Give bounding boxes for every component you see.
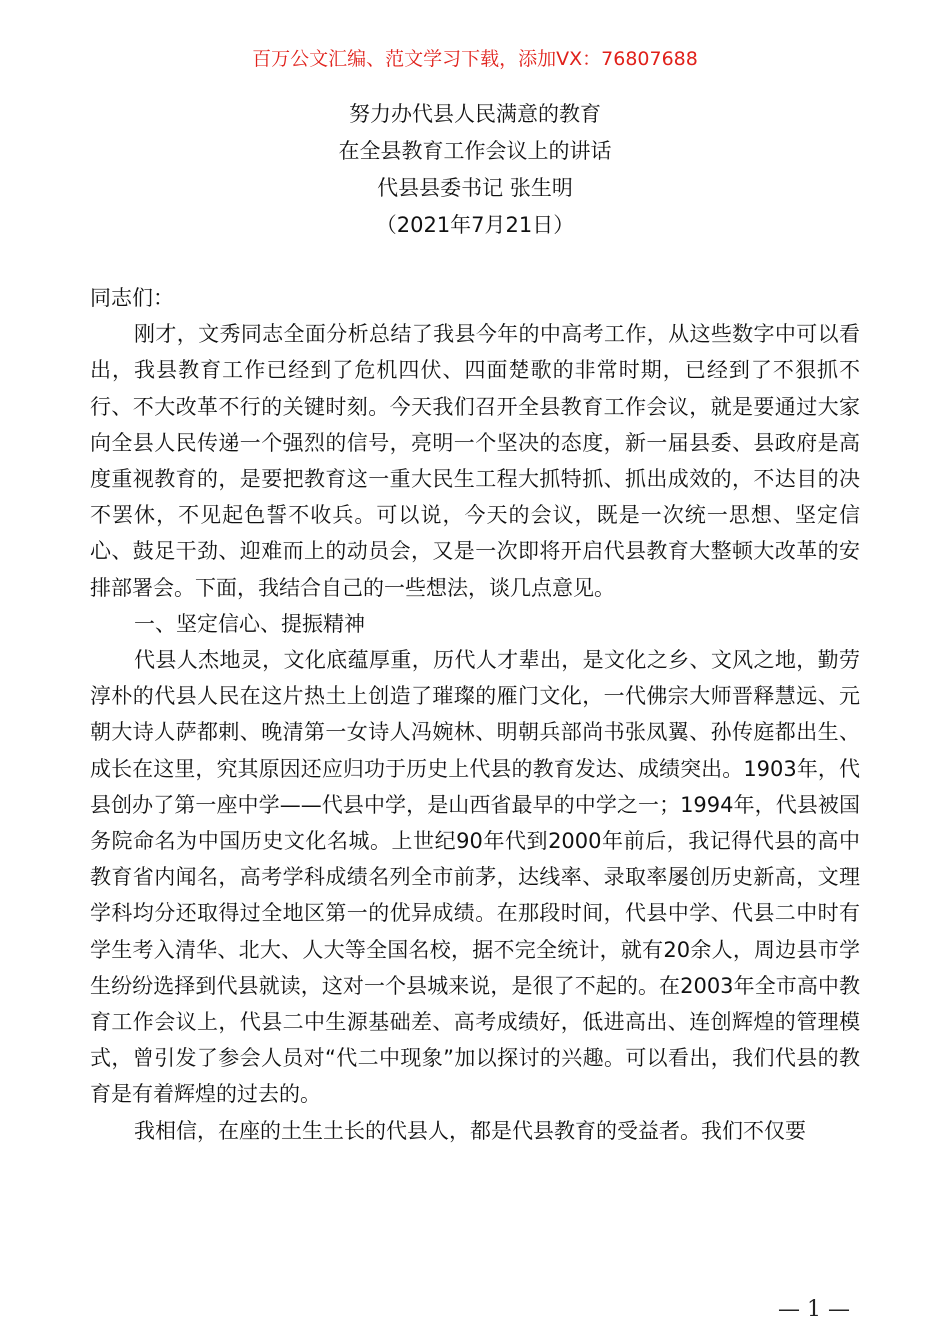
document-subtitle: 在全县教育工作会议上的讲话: [338, 139, 612, 163]
paragraph-2: 代县人杰地灵，文化底蕴厚重，历代人才辈出，是文化之乡、文风之地，勤劳淳朴的代县人民在这片热土上创造了璀璨的雁门文化，一代佛宗大师晋释慧远、元朝大诗人萨都剌、晚清第一女诗人冯婉林、明朝兵部尚书张凤翼、孙传庭都出生、成长在这里，究其原因还应归功于历史上代县的教育发达、成绩突出。1903年，代县创办了第一座中学——代县中学，是山西省最早的中学之一；1994年，代县被国务院命名为中国历史文化名城。上世纪90年代到2000年前后，我记得代县的高中教育省内闻名，高考学科成绩名列全市前茅，达线率、录取率屡创历史新高，文理学科均分还取得过全地区第一的优异成绩。在那段时间，代县中学、代县二中时有学生考入清华、北大、人大等全国名校，据不完全统计，就有20余人，周边县市学生纷纷选择到代县就读，这对一个县城来说，是很了不起的。在2003年全市高中教育工作会议上，代县二中生源基础差、高考成绩好，低进高出、连创辉煌的管理模式，曾引发了参会人员对“代二中现象”加以探讨的兴趣。可以看出，我们代县的教育是有着辉煌的过去的。: [90, 648, 860, 1107]
speech-body: [90, 280, 860, 1149]
paragraph-3: 我相信，在座的土生土长的代县人，都是代县教育的受益者。我们不仅要: [134, 1118, 806, 1143]
paragraph-1: 刚才，文秀同志全面分析总结了我县今年的中高考工作，从这些数字中可以看出，我县教育工作已经到了危机四伏、四面楚歌的非常时期，已经到了不狠抓不行、不大改革不行的关键时刻。今天我们召开全县教育工作会议，就是要通过大家向全县人民传递一个强烈的信号，亮明一个坚决的态度，新一届县委、县政府是高度重视教育的，是要把教育这一重大民生工程大抓特抓、抓出成效的，不达目的决不罢休，不见起色誓不收兵。可以说，今天的会议，既是一次统一思想、坚定信心、鼓足干劲、迎难而上的动员会，又是一次即将开启代县教育大整顿大改革的安排部署会。下面，我结合自己的一些想法，谈几点意见。: [90, 322, 860, 600]
date-line: （2021年7月21日）: [375, 213, 575, 237]
page-number: — 1 —: [778, 1297, 850, 1322]
salutation: 同志们：: [90, 286, 174, 310]
download-banner: 百万公文汇编、范文学习下载，添加VX：76807688: [252, 48, 698, 70]
section-heading-1: 一、坚定信心、提振精神: [134, 611, 365, 636]
speaker-line: 代县县委书记 张生明: [377, 176, 573, 200]
title-block: [0, 96, 950, 244]
document-title: 努力办代县人民满意的教育: [349, 102, 601, 126]
